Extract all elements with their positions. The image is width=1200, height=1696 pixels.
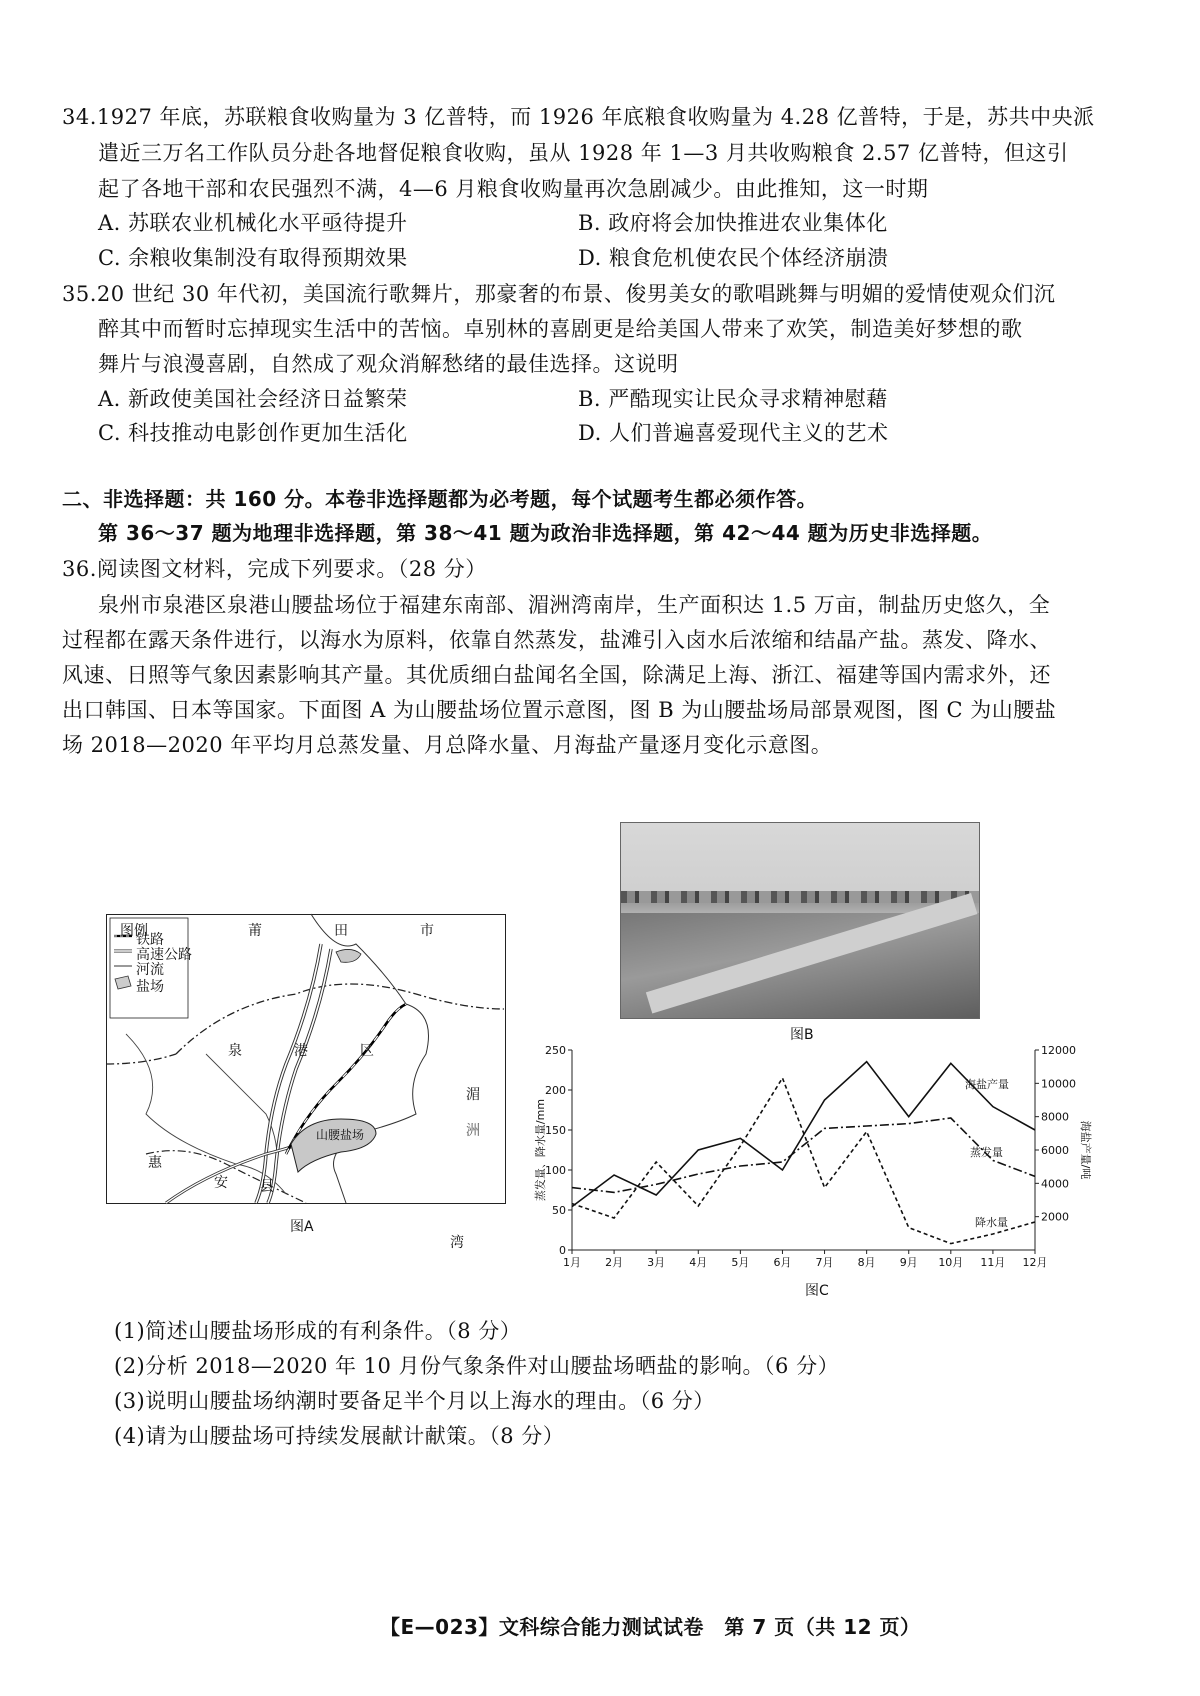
photo-b-caption: 图B [790,1027,814,1043]
q35-option-c: C. 科技推动电影创作更加生活化 [98,421,408,445]
tick-label-month: 11月 [980,1256,1006,1269]
series-label-海盐产量: 海盐产量 [965,1078,1009,1091]
label-putian-2: 田 [334,923,348,939]
label-huian-3: 县 [260,1179,274,1195]
label-quangang-2: 港 [294,1043,308,1059]
label-putian-1: 莆 [248,923,262,939]
legend-railway: 铁路 [136,932,164,948]
q36-text-line-1: 泉州市泉港区泉港山腰盐场位于福建东南部、湄洲湾南岸，生产面积达 1.5 万亩，制盐历史悠久，全 [98,593,1051,617]
series-label-蒸发量: 蒸发量 [970,1146,1003,1159]
map-a [106,914,506,1204]
map-legend-title: 图例 [120,923,148,939]
q36-sub-3: (3)说明山腰盐场纳潮时要备足半个月以上海水的理由。（6 分） [114,1389,715,1413]
legend-saltfield: 盐场 [136,979,164,995]
q34-line-1: 34.1927 年底，苏联粮食收购量为 3 亿普特，而 1926 年底粮食收购量为 4.28 亿普特，于是，苏共中央派 [62,105,1095,129]
label-huian-2: 安 [214,1175,228,1191]
q36-title: 36.阅读图文材料，完成下列要求。（28 分） [62,557,487,581]
tick-label-right: 2000 [1041,1210,1069,1224]
series-line-蒸发量 [572,1118,1035,1192]
tick-label-right: 10000 [1041,1077,1076,1091]
page-footer: 【E—023】文科综合能力测试试卷 第 7 页（共 12 页） [380,1615,921,1639]
legend-river: 河流 [136,962,164,978]
tick-label-month: 8月 [857,1256,876,1269]
tick-label-left: 0 [559,1244,566,1257]
series-line-降水量 [572,1078,1035,1244]
y-axis-label-left: 蒸发量、降水量/mm [534,1098,547,1202]
q34-line-2: 遣近三万名工作队员分赴各地督促粮食收购，虽从 1928 年 1—3 月共收购粮食 2.57 亿普特，但这引 [98,141,1069,165]
tick-label-left: 250 [545,1044,566,1057]
tick-label-left: 50 [552,1204,566,1217]
tick-label-right: 4000 [1041,1177,1069,1191]
tick-label-right: 12000 [1041,1044,1076,1057]
photo-skyline [621,891,979,903]
q35-option-d: D. 人们普遍喜爱现代主义的艺术 [578,421,889,445]
tick-label-right: 8000 [1041,1110,1069,1124]
q34-option-d: D. 粮食危机使农民个体经济崩溃 [578,246,889,270]
chart-c-svg [530,1038,1090,1278]
label-quangang-3: 区 [360,1043,374,1059]
q36-text-line-5: 场 2018—2020 年平均月总蒸发量、月总降水量、月海盐产量逐月变化示意图。 [62,733,833,757]
tick-label-month: 12月 [1022,1256,1048,1269]
q35-line-3: 舞片与浪漫喜剧，自然成了观众消解愁绪的最佳选择。这说明 [98,352,679,376]
tick-label-month: 7月 [815,1256,834,1269]
tick-label-month: 6月 [773,1256,792,1269]
tick-label-left: 200 [545,1084,566,1097]
section-heading: 二、非选择题：共 160 分。本卷非选择题都为必考题，每个试题考生都必须作答。 [62,487,818,511]
label-quangang-1: 泉 [228,1043,242,1059]
q36-sub-2: (2)分析 2018—2020 年 10 月份气象条件对山腰盐场晒盐的影响。（6 分） [114,1354,840,1378]
tick-label-month: 5月 [731,1256,750,1269]
tick-label-month: 10月 [938,1256,964,1269]
tick-label-month: 2月 [605,1256,624,1269]
legend-highway: 高速公路 [136,947,192,963]
map-a-caption: 图A [290,1219,314,1235]
label-huian-1: 惠 [148,1155,162,1171]
q36-sub-4: (4)请为山腰盐场可持续发展献计献策。（8 分） [114,1424,565,1448]
tick-label-month: 3月 [647,1256,666,1269]
series-label-降水量: 降水量 [975,1216,1008,1229]
q34-option-b: B. 政府将会加快推进农业集体化 [578,211,888,235]
chart-c [530,1038,1090,1278]
label-meizhou-3: 湾 [450,1235,464,1251]
q36-text-line-4: 出口韩国、日本等国家。下面图 A 为山腰盐场位置示意图，图 B 为山腰盐场局部景观图，图 C 为山腰盐 [62,698,1057,722]
q36-text-line-3: 风速、日照等气象因素影响其产量。其优质细白盐闻名全国，除满足上海、浙江、福建等国内需求外，还 [62,663,1051,687]
q34-option-a: A. 苏联农业机械化水平亟待提升 [98,211,408,235]
tick-label-right: 6000 [1041,1144,1069,1157]
label-meizhou-1: 湄 [466,1087,480,1103]
q35-option-a: A. 新政使美国社会经济日益繁荣 [98,387,408,411]
q34-option-c: C. 余粮收集制没有取得预期效果 [98,246,408,270]
tick-label-left: 100 [545,1164,566,1177]
q36-text-line-2: 过程都在露天条件进行，以海水为原料，依靠自然蒸发，盐滩引入卤水后浓缩和结晶产盐。蒸发、降水、 [62,628,1051,652]
photo-b-saltfield [620,822,980,1019]
y-axis-label-right: 海盐产量/吨 [1079,1120,1092,1180]
label-meizhou-2: 洲 [466,1123,480,1139]
tick-label-month: 4月 [689,1256,708,1269]
tick-label-month: 9月 [899,1256,918,1269]
q35-line-1: 35.20 世纪 30 年代初，美国流行歌舞片，那豪奢的布景、俊男美女的歌唱跳舞与明媚的爱情使观众们沉 [62,282,1056,306]
label-putian-3: 市 [420,923,434,939]
tick-label-left: 150 [545,1124,566,1137]
q35-option-b: B. 严酷现实让民众寻求精神慰藉 [578,387,888,411]
q34-line-3: 起了各地干部和农民强烈不满，4—6 月粮食收购量再次急剧减少。由此推知，这一时期 [98,177,929,201]
chart-c-caption: 图C [805,1283,829,1299]
section-subheading: 第 36～37 题为地理非选择题，第 38～41 题为政治非选择题，第 42～44 题为历史非选择题。 [98,521,993,545]
q35-line-2: 醉其中而暂时忘掉现实生活中的苦恼。卓别林的喜剧更是给美国人带来了欢笑，制造美好梦想的歌 [98,317,1023,341]
tick-label-month: 1月 [563,1256,581,1269]
label-shanyao-saltfield: 山腰盐场 [316,1128,365,1142]
q36-sub-1: (1)简述山腰盐场形成的有利条件。（8 分） [114,1319,522,1343]
